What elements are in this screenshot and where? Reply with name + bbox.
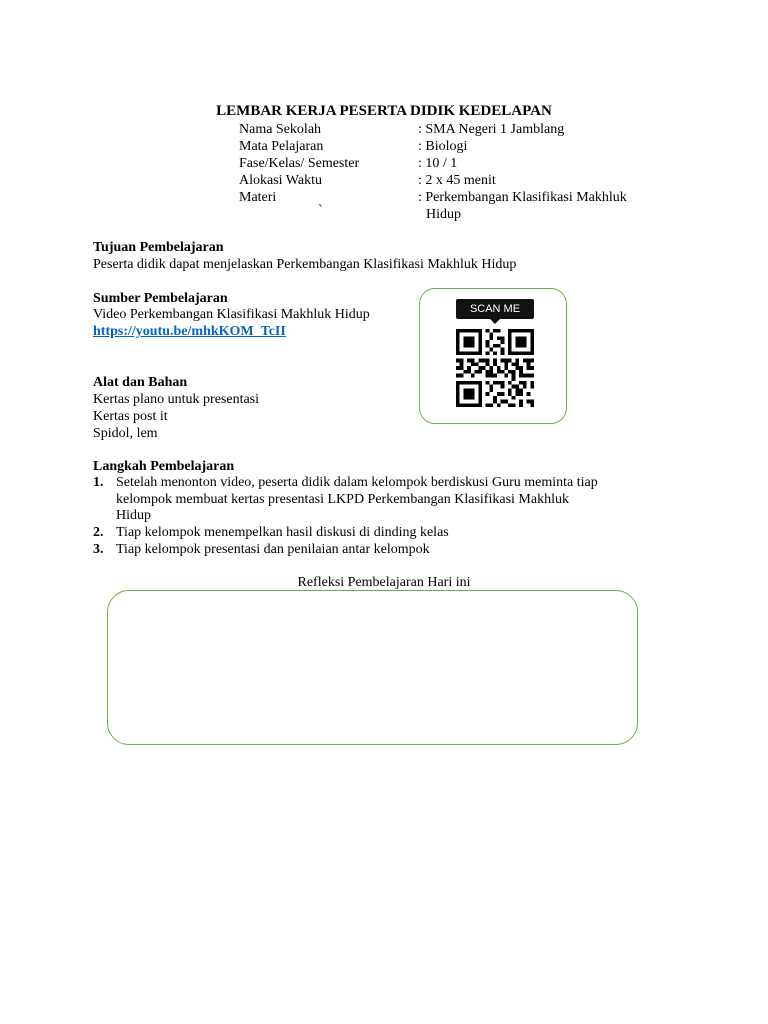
step-text: Setelah menonton video, peserta didik dalam kelompok berdiskusi Guru meminta tiap [116, 475, 598, 490]
alat-heading: Alat dan Bahan [93, 375, 188, 390]
value-time: : 2 x 45 menit [418, 173, 496, 188]
step-number: 1. [93, 475, 104, 490]
tujuan-heading: Tujuan Pembelajaran [93, 240, 224, 255]
value-subject: : Biologi [418, 139, 468, 154]
step-number: 3. [93, 542, 104, 557]
label-school: Nama Sekolah [239, 122, 322, 137]
value-material-cont: Hidup [426, 207, 461, 222]
value-phase: : 10 / 1 [418, 156, 458, 171]
refleksi-answer-box[interactable] [107, 590, 638, 745]
refleksi-heading: Refleksi Pembelajaran Hari ini [297, 575, 471, 590]
alat-item: Spidol, lem [93, 426, 158, 441]
video-link[interactable]: https://youtu.be/mhkKOM_TcII [93, 324, 286, 339]
step-number: 2. [93, 525, 104, 540]
label-phase: Fase/Kelas/ Semester [239, 156, 360, 171]
scan-me-tag: SCAN ME [456, 299, 534, 319]
langkah-heading: Langkah Pembelajaran [93, 459, 235, 474]
alat-item: Kertas post it [93, 409, 168, 424]
step-text: Hidup [116, 508, 151, 523]
label-subject: Mata Pelajaran [239, 139, 324, 154]
stray-mark: ` [318, 203, 323, 218]
sumber-heading: Sumber Pembelajaran [93, 291, 228, 306]
worksheet-title: LEMBAR KERJA PESERTA DIDIK KEDELAPAN [216, 103, 552, 119]
sumber-text: Video Perkembangan Klasifikasi Makhluk Hidup [93, 307, 370, 322]
label-material: Materi [239, 190, 277, 205]
label-time: Alokasi Waktu [239, 173, 322, 188]
qr-code-box [419, 288, 567, 424]
step-text: kelompok membuat kertas presentasi LKPD Perkembangan Klasifikasi Makhluk [116, 492, 569, 507]
value-school: : SMA Negeri 1 Jamblang [418, 122, 565, 137]
alat-item: Kertas plano untuk presentasi [93, 392, 260, 407]
step-text: Tiap kelompok presentasi dan penilaian antar kelompok [116, 542, 430, 557]
step-text: Tiap kelompok menempelkan hasil diskusi di dinding kelas [116, 525, 449, 540]
tujuan-text: Peserta didik dapat menjelaskan Perkembangan Klasifikasi Makhluk Hidup [93, 257, 517, 272]
qr-code-icon[interactable] [456, 329, 534, 407]
value-material: : Perkembangan Klasifikasi Makhluk [418, 190, 627, 205]
